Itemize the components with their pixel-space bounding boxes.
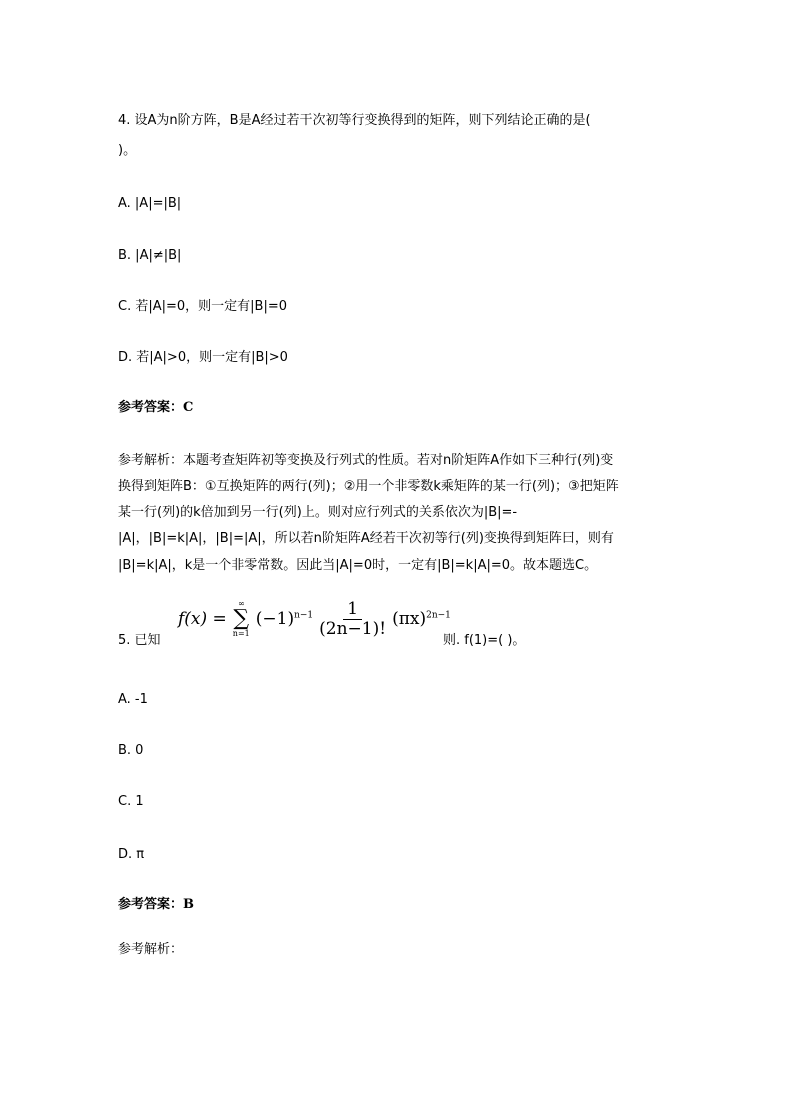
denominator: (2n−1)! — [319, 618, 387, 639]
sum-upper: ∞ — [237, 599, 245, 609]
q5-answer: 参考答案：B — [118, 897, 194, 912]
q5-explanation-label: 参考解析： — [118, 942, 184, 957]
q4-explanation-line: 某一行(列)的k倍加到另一行(列)上。则对应行列式的关系依次为|B|=- — [118, 505, 518, 520]
q4-option-b: B. |A|≠|B| — [118, 248, 182, 263]
formula-term1 — [256, 609, 313, 629]
q5-stem-prefix: 5. 已知 — [118, 633, 161, 648]
summation — [233, 600, 250, 638]
q4-stem: 4. 设A为n阶方阵，B是A经过若干次初等行变换得到的矩阵，则下列结论正确的是( — [118, 113, 591, 128]
q5-option-b: B. 0 — [118, 743, 144, 758]
q4-option-c: C. 若|A|=0，则一定有|B|=0 — [118, 299, 288, 314]
formula-lhs: f(x) = — [178, 609, 227, 630]
q4-answer: 参考答案：C — [118, 400, 194, 415]
q4-explanation-line: |B|=k|A|，k是一个非零常数。因此当|A|=0时，一定有|B|=k|A|=0。故本题选C。 — [118, 558, 598, 573]
term2: (πx) — [392, 609, 427, 630]
formula-term2 — [392, 609, 451, 629]
q5-stem-suffix: 则. f(1)=( )。 — [443, 633, 526, 648]
term1: (−1) — [255, 609, 295, 630]
q4-explanation-line: 参考解析：本题考查矩阵初等变换及行列式的性质。若对n阶矩阵A作如下三种行(列)变 — [118, 453, 614, 468]
sum-sign: ∑ — [233, 606, 250, 632]
q5-option-c: C. 1 — [118, 794, 144, 809]
sum-lower: n=1 — [232, 629, 250, 639]
q4-explanation-line: |A|，|B|=k|A|，|B|=|A|，所以若n阶矩阵A经若干次初等行(列)变换得到矩阵曰，则有 — [118, 531, 614, 546]
numerator: 1 — [343, 600, 362, 620]
q4-stem-cont: )。 — [118, 143, 137, 158]
exp2: 2n−1 — [426, 610, 451, 621]
q5-option-a: A. -1 — [118, 692, 148, 707]
exp1: n−1 — [294, 610, 314, 621]
q5-option-d: D. π — [118, 847, 145, 862]
q4-explanation-line: 换得到矩阵B：①互换矩阵的两行(列)；②用一个非零数k乘矩阵的某一行(列)；③把矩阵 — [118, 479, 619, 494]
fraction — [319, 600, 386, 638]
q5-formula — [178, 600, 451, 638]
q4-option-a: A. |A|=|B| — [118, 196, 182, 211]
q4-option-d: D. 若|A|>0，则一定有|B|>0 — [118, 350, 288, 365]
